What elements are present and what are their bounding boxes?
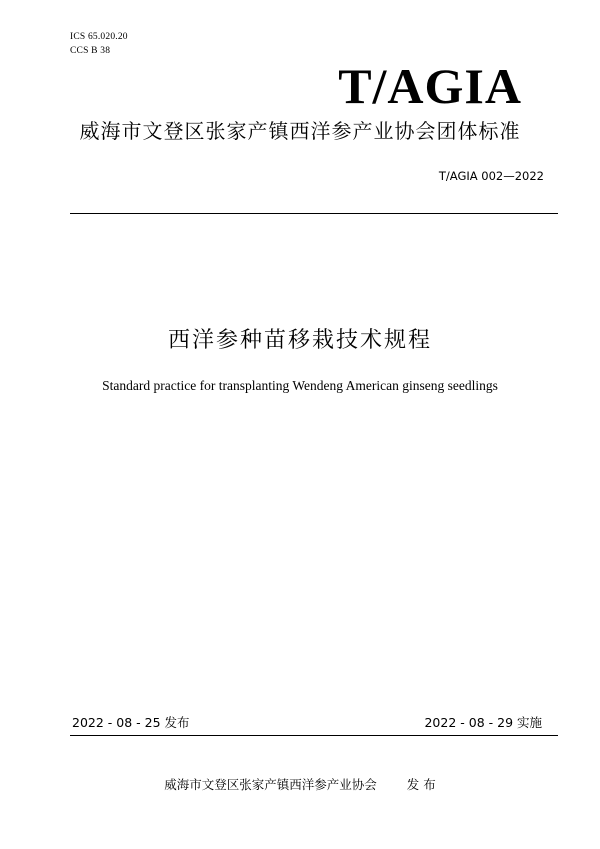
publisher-line: [0, 776, 600, 794]
standard-number: T/AGIA 002—2022: [438, 169, 544, 183]
top-divider: [70, 213, 558, 214]
bottom-divider: [70, 735, 558, 736]
effective-date: 2022 - 08 - 29 实施: [424, 715, 542, 730]
publish-label: 发 布: [406, 777, 436, 792]
document-title: 西洋参种苗移栽技术规程: [167, 328, 432, 353]
ccs-code: CCS B 38: [70, 46, 111, 56]
standard-logo: T/AGIA: [338, 58, 522, 114]
ics-code: ICS 65.020.20: [70, 32, 128, 42]
publish-date: 2022 - 08 - 25 发布: [72, 715, 190, 730]
classification-codes: [70, 30, 128, 58]
document-english-title: Standard practice for transplanting Wendeng American ginseng seedlings: [102, 378, 498, 393]
organization-standard-title: 威海市文登区张家产镇西洋参产业协会团体标准: [79, 119, 521, 143]
publisher-name: 威海市文登区张家产镇西洋参产业协会: [164, 777, 377, 792]
